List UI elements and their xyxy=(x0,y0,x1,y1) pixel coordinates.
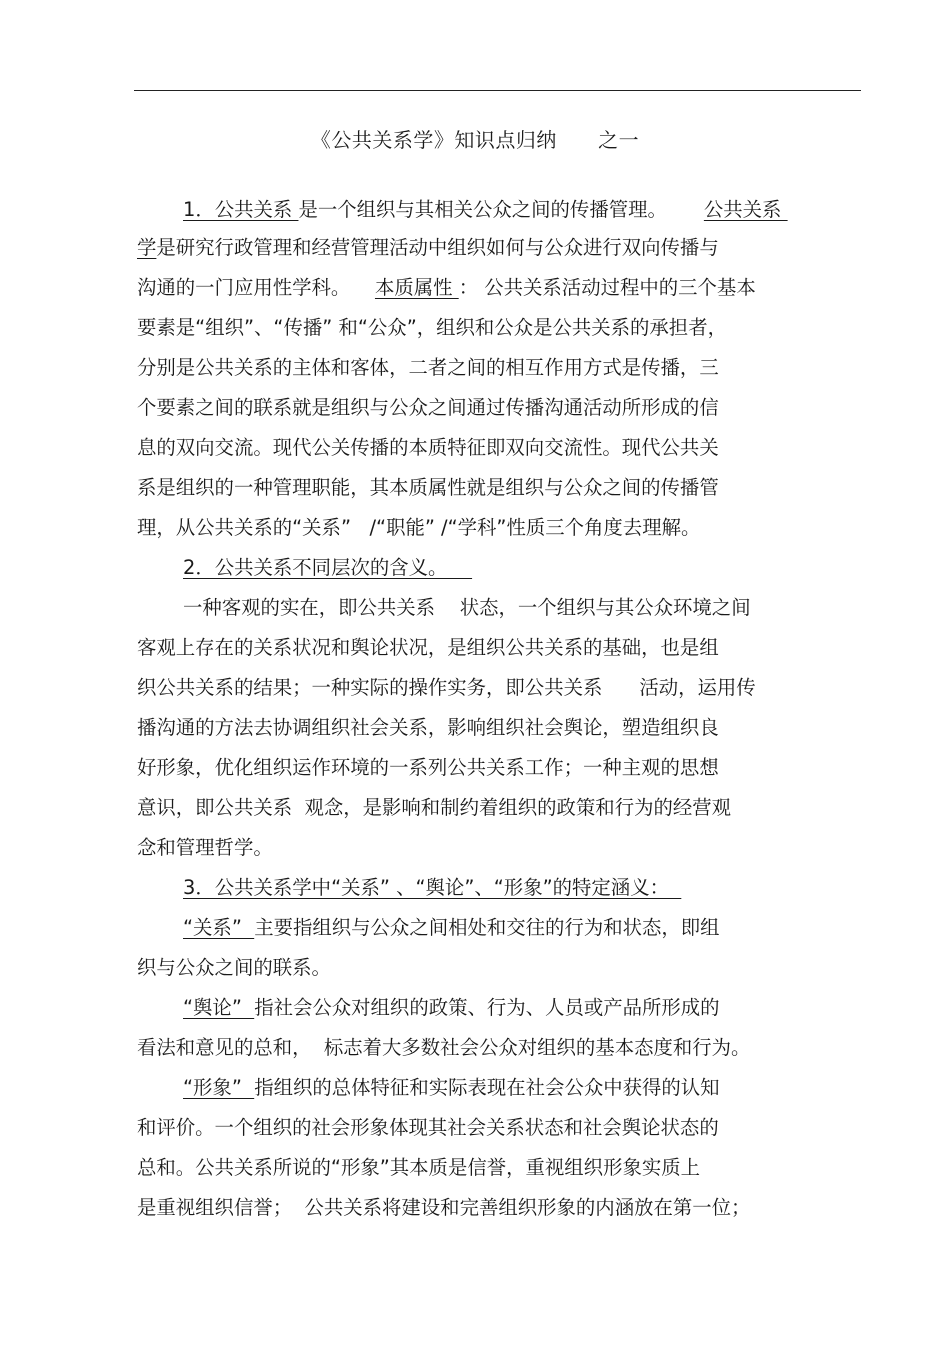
underlined-term: 学 xyxy=(137,236,157,259)
text-line xyxy=(137,754,719,782)
text-line xyxy=(137,1034,750,1062)
text-run: 好形象，优化组织运作环境的一系列公共关系工作；一种主观的思想 xyxy=(137,756,719,779)
underlined-term: 2．公共关系不同层次的含义。 xyxy=(183,556,473,579)
text-run: 意识，即公共关系 观念，是影响和制约着组织的政策和行为的经营观 xyxy=(137,796,732,819)
text-line xyxy=(137,274,756,302)
text-line xyxy=(183,554,472,582)
text-run: 是重视组织信誉； 公共关系将建设和完善组织形象的内涵放在第一位； xyxy=(137,1196,751,1219)
text-line xyxy=(137,1114,719,1142)
underlined-term: 3．公共关系学中“关系” 、“舆论”、“形象”的特定涵义： xyxy=(183,876,682,899)
text-run: 和评价。一个组织的社会形象体现其社会关系状态和社会舆论状态的 xyxy=(137,1116,719,1139)
text-run: 系是组织的一种管理职能，其本质属性就是组织与公众之间的传播管 xyxy=(137,476,719,499)
header-rule xyxy=(134,90,861,91)
text-run: 理，从公共关系的“关系” /“职能” /“学科”性质三个角度去理解。 xyxy=(137,516,701,539)
text-line xyxy=(137,314,727,342)
text-run: 指社会公众对组织的政策、行为、人员或产品所形成的 xyxy=(254,996,720,1019)
text-run: 分别是公共关系的主体和客体，二者之间的相互作用方式是传播，三 xyxy=(137,356,719,379)
text-line xyxy=(137,234,719,262)
text-line xyxy=(137,354,719,382)
underlined-term: “形象” xyxy=(183,1076,255,1099)
text-line xyxy=(183,874,681,902)
text-run: 总和。公共关系所说的“形象”其本质是信誉，重视组织形象实质上 xyxy=(137,1156,701,1179)
text-line xyxy=(137,674,756,702)
text-run: 看法和意见的总和， 标志着大多数社会公众对组织的基本态度和行为。 xyxy=(137,1036,751,1059)
text-run: 客观上存在的关系状况和舆论状况，是组织公共关系的基础，也是组 xyxy=(137,636,719,659)
text-run: 要素是“组织”、“传播” 和“公众”，组织和公众是公共关系的承担者， xyxy=(137,316,727,339)
text-run: 织与公众之间的联系。 xyxy=(137,956,331,979)
underlined-term: 公共关系 xyxy=(703,198,788,221)
underlined-term: “关系” xyxy=(183,916,255,939)
text-run: ： 公共关系活动过程中的三个基本 xyxy=(458,276,756,299)
text-line xyxy=(137,1194,750,1222)
text-line xyxy=(137,394,719,422)
text-run: 主要指组织与公众之间相处和交往的行为和状态，即组 xyxy=(254,916,720,939)
text-run: 一种客观的实在，即公共关系 状态，一个组织与其公众环境之间 xyxy=(183,596,751,619)
underlined-term: 1．公共关系 xyxy=(183,198,299,221)
text-line xyxy=(137,794,731,822)
text-run: 沟通的一门应用性学科。 xyxy=(137,276,375,299)
text-run: 是一个组织与其相关公众之间的传播管理。 xyxy=(298,198,704,221)
text-line xyxy=(137,434,719,462)
text-run: 播沟通的方法去协调组织社会关系，影响组织社会舆论，塑造组织良 xyxy=(137,716,719,739)
text-line xyxy=(137,474,719,502)
text-line xyxy=(137,834,273,862)
text-run: 是研究行政管理和经营管理活动中组织如何与公众进行双向传播与 xyxy=(156,236,719,259)
underlined-term: “舆论” xyxy=(183,996,255,1019)
text-line xyxy=(137,634,719,662)
text-run: 织公共关系的结果；一种实际的操作实务，即公共关系 活动，运用传 xyxy=(137,676,756,699)
text-line xyxy=(137,514,700,542)
text-line xyxy=(137,714,719,742)
text-run: 息的双向交流。现代公关传播的本质特征即双向交流性。现代公共关 xyxy=(137,436,719,459)
text-run: 念和管理哲学。 xyxy=(137,836,273,859)
page-title: 《公共关系学》知识点归纳 之一 xyxy=(310,128,640,152)
text-line xyxy=(183,594,751,622)
underlined-term: 本质属性 xyxy=(374,276,459,299)
text-line xyxy=(183,994,720,1022)
text-line xyxy=(183,196,788,224)
text-line xyxy=(183,1074,720,1102)
text-line xyxy=(137,1154,700,1182)
text-run: 个要素之间的联系就是组织与公众之间通过传播沟通活动所形成的信 xyxy=(137,396,719,419)
text-line xyxy=(183,914,720,942)
text-run: 指组织的总体特征和实际表现在社会公众中获得的认知 xyxy=(254,1076,720,1099)
text-line xyxy=(137,954,331,982)
